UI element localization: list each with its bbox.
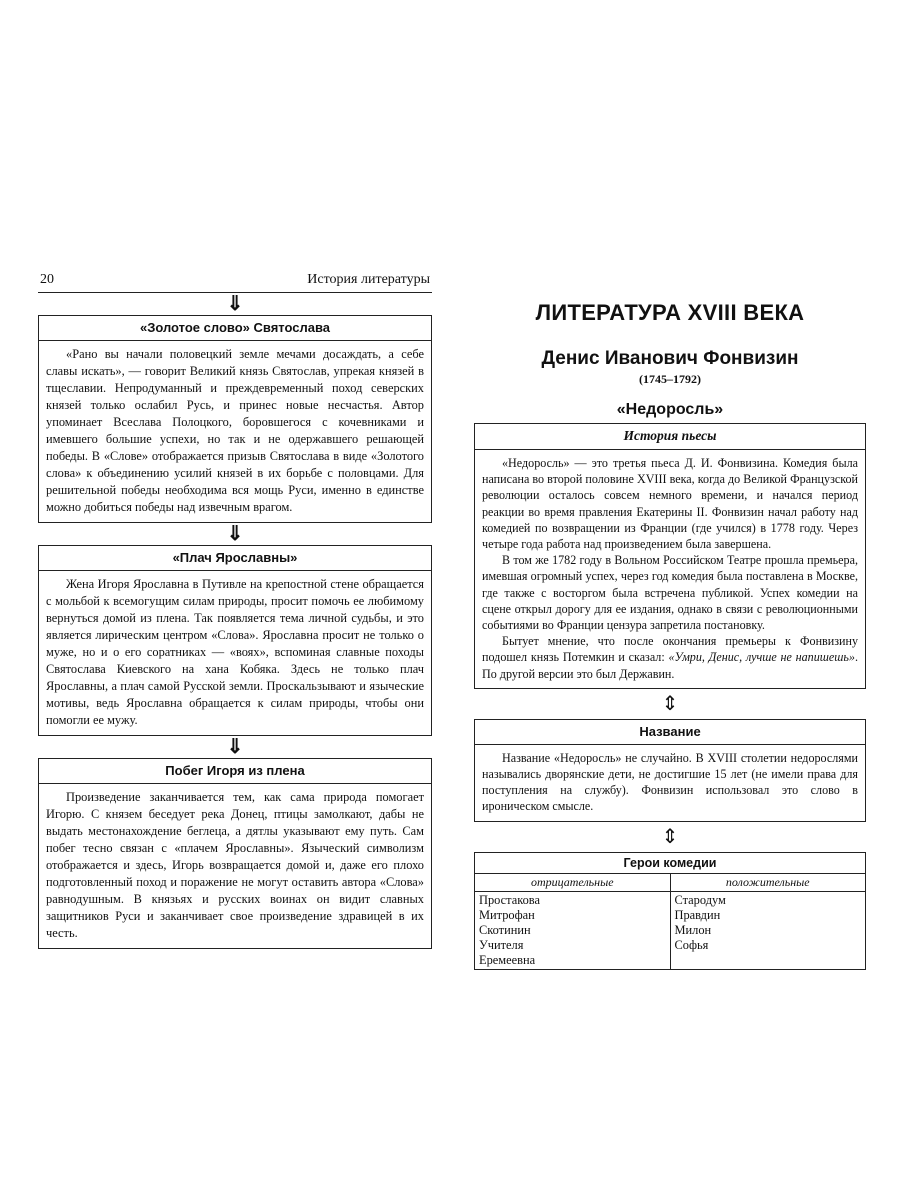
- hero-name: Скотинин: [479, 922, 531, 937]
- yaroslavna-lament-box: [38, 545, 432, 736]
- running-title: История литературы: [307, 272, 430, 287]
- box-text: [475, 745, 865, 821]
- heroes-table: [474, 852, 866, 970]
- left-page: [38, 270, 432, 949]
- potemkin-quote: «Умри, Денис, лучше не напишешь»: [668, 650, 855, 665]
- positive-heroes-list: [670, 891, 866, 969]
- history-paragraph: [482, 633, 858, 682]
- page-number: 20: [40, 272, 54, 287]
- history-paragraph: «Недоросль» — это третья пьеса Д. И. Фонвизина. Комедия была написана во второй половине XVIII века, когда до Великой Французской революции осталось совсем немного времени, и начался период реакции во время правления Екатерины II. Фонвизин начал работу над комедией по возвращении из Франции (где учился) в 1778 году. Через четыре года работа над произведением была завершена.: [482, 456, 858, 552]
- box-title: Побег Игоря из плена: [39, 759, 431, 784]
- history-text: . По другой версии это был Державин.: [482, 650, 858, 681]
- negative-heroes-list: [475, 891, 671, 969]
- box-title: «Плач Ярославны»: [39, 546, 431, 571]
- page-header: [38, 270, 432, 293]
- hero-name: Учителя: [479, 937, 524, 952]
- box-paragraph: Название «Недоросль» не случайно. В XVIII столетии недорослями назывались дворянские дети, не достигшие 15 лет (не имели права для поступления на службу). Фонвизин использовал это слово в ироническом смысле.: [482, 750, 858, 814]
- history-paragraph: В том же 1782 году в Вольном Российском Театре прошла премьера, имевшая огромный успех, через год комедия была поставлена в Москве, где также с восторгом была встречена публикой. Успех комедии на сцене открыл дорогу для ее издания, однако в связи с революционными событиями во Франции цензура запретила постановку.: [482, 553, 858, 633]
- box-text: [39, 571, 431, 735]
- history-text: Бытует мнение, что после окончания премьеры к Фонвизину подошел князь Потемкин и сказал:: [482, 634, 858, 665]
- down-arrow-icon: ⇓: [226, 293, 244, 315]
- golden-word-box: [38, 315, 432, 523]
- box-text: [475, 450, 865, 688]
- play-title: «Недоросль»: [616, 401, 724, 418]
- right-page: [474, 270, 866, 970]
- heroes-table-title: Герои комедии: [475, 852, 866, 873]
- section-title: ЛИТЕРАТУРА XVIII ВЕКА: [535, 300, 805, 325]
- box-paragraph: «Рано вы начали половецкий земле мечами досаждать, а себе славы искать», — говорит Великий князь Святослав, упрекая князей в тщеславии. Непродуманный и преждевременный поход северских князей только ослабил Русь, и принес новые несчастья. Автор упоминает Всеслава Полоцкого, боровшегося с кочевниками и имевшего большие успехи, но так и не одержавшего решающей победы. В «Слове» отображается призыв Святослава в виде «Золотого слова» к объединению усилий князей в их борьбе с половцами. Для решительной победы необходима вся мощь Руси, именно в единстве можно добиться победы над извечным врагом.: [46, 347, 424, 514]
- box-paragraph: Произведение заканчивается тем, как сама природа помогает Игорю. С князем беседует река Донец, птицы замолкают, дабы не выдать местонахождение беглеца, а дятлы указывают ему путь. Сам побег тесно связан с «плачем Ярославны». Языческий символизм отображается и здесь, Игорь возвращается домой и, даже его плохо подготовленный поход и поражение не могут оставить автора «Слова» равнодушным. В князьях и русских воинах он видит славных защитников Руси и заканчивает свое произведение здравицей в их честь.: [46, 790, 424, 940]
- box-title: Название: [475, 720, 865, 745]
- negative-header: отрицательные: [475, 873, 671, 891]
- hero-name: Простакова: [479, 892, 540, 907]
- play-history-box: [474, 423, 866, 689]
- hero-name: Еремеевна: [479, 952, 536, 967]
- author-name: Денис Иванович Фонвизин: [541, 348, 799, 369]
- hero-name: Митрофан: [479, 907, 535, 922]
- author-years: (1745–1792): [639, 372, 701, 386]
- up-down-arrow-icon: ⇕: [661, 825, 679, 848]
- hero-name: Софья: [674, 937, 709, 952]
- box-paragraph: Жена Игоря Ярославна в Путивле на крепостной стене обращается с мольбой к всемогущим силам природы, просит помочь ее любимому вернуться домой из плена. Так появляется тема личной судьбы, и это является лирическим центром «Слова». Ярославна просит не только о муже, но и о его соратниках — «воях», вспоминая славные походы Святослава Киевского на хана Кобяка. Здесь не только плач Ярославны, а плач самой Русской земли. Проскальзывают и языческие мотивы, ведь Ярославна обращается к силам природы, чтобы они помогли ее мужу.: [46, 577, 424, 727]
- hero-name: Стародум: [674, 892, 726, 907]
- box-text: [39, 341, 431, 522]
- hero-name: Правдин: [674, 907, 721, 922]
- box-title: «Золотое слово» Святослава: [39, 316, 431, 341]
- down-arrow-icon: ⇓: [226, 736, 244, 758]
- box-title: История пьесы: [475, 424, 865, 450]
- hero-name: Милон: [674, 922, 712, 937]
- positive-header: положительные: [670, 873, 866, 891]
- up-down-arrow-icon: ⇕: [661, 692, 679, 715]
- box-text: [39, 784, 431, 948]
- down-arrow-icon: ⇓: [226, 523, 244, 545]
- igor-escape-box: [38, 758, 432, 949]
- title-meaning-box: [474, 719, 866, 822]
